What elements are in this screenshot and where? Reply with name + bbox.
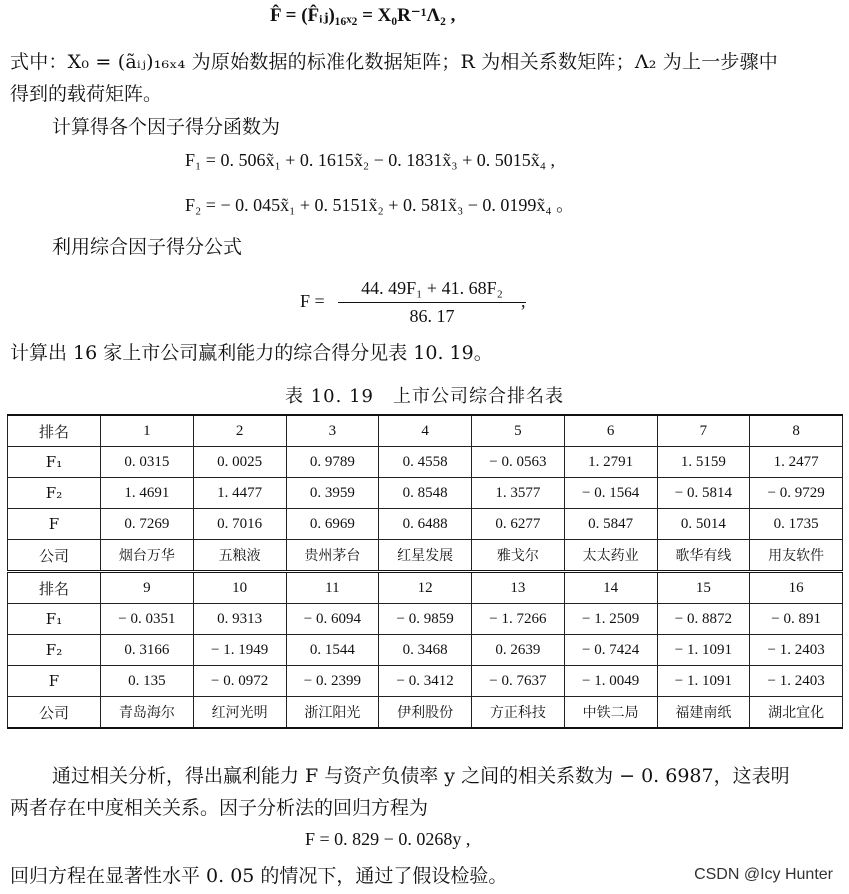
table-cell: − 0. 0972 xyxy=(193,666,286,697)
table-cell: 中铁二局 xyxy=(564,697,657,729)
table-row-company-2 xyxy=(8,697,843,729)
table-cell: − 0. 9729 xyxy=(750,478,843,509)
table-cell: 贵州茅台 xyxy=(286,540,379,572)
table-cell: − 1. 1949 xyxy=(193,635,286,666)
table-cell: 10 xyxy=(193,572,286,604)
table-cell: 用友软件 xyxy=(750,540,843,572)
table-cell: 浙江阳光 xyxy=(286,697,379,729)
table-cell: 青岛海尔 xyxy=(101,697,194,729)
table-cell: 五粮液 xyxy=(193,540,286,572)
table-cell: 湖北宜化 xyxy=(750,697,843,729)
table-cell: 0. 0025 xyxy=(193,447,286,478)
formula-f-tail: , xyxy=(521,291,526,311)
table-cell: 0. 7016 xyxy=(193,509,286,540)
table-cell: 2 xyxy=(193,415,286,447)
formula-regression: F = 0. 829 − 0. 0268y , xyxy=(305,829,471,849)
table-cell: 14 xyxy=(564,572,657,604)
table-cell: − 1. 2403 xyxy=(750,635,843,666)
table-cell: 16 xyxy=(750,572,843,604)
paragraph-calc-scores: 计算得各个因子得分函数为 xyxy=(52,116,281,138)
table-cell: 0. 3959 xyxy=(286,478,379,509)
table-cell: 6 xyxy=(564,415,657,447)
formula-f-lhs: F = xyxy=(300,291,325,311)
paragraph-use-formula: 利用综合因子得分公式 xyxy=(52,236,243,258)
table-row-company-1 xyxy=(8,540,843,572)
formula-f-denominator: 86. 17 xyxy=(409,306,455,326)
table-cell: − 1. 0049 xyxy=(564,666,657,697)
table-cell: 0. 5014 xyxy=(657,509,750,540)
table-cell: 福建南纸 xyxy=(657,697,750,729)
row-header-f1: F₁ xyxy=(8,447,101,478)
table-row-f-1 xyxy=(8,509,843,540)
table-cell: 0. 8548 xyxy=(379,478,472,509)
table-row-f2-2 xyxy=(8,635,843,666)
table-cell: − 0. 7637 xyxy=(472,666,565,697)
table-cell: 4 xyxy=(379,415,472,447)
formula-f-fraction xyxy=(338,278,526,327)
formula-f-numerator: 44. 49F₁ + 41. 68F₂ xyxy=(338,278,526,303)
paragraph-correlation-line2: 两者存在中度相关关系。因子分析法的回归方程为 xyxy=(10,797,429,819)
table-cell: 0. 4558 xyxy=(379,447,472,478)
table-cell: − 1. 2403 xyxy=(750,666,843,697)
table-cell: 红星发展 xyxy=(379,540,472,572)
row-header-rank: 排名 xyxy=(8,572,101,604)
table-cell: − 1. 2509 xyxy=(564,604,657,635)
table-cell: 1. 5159 xyxy=(657,447,750,478)
table-cell: 7 xyxy=(657,415,750,447)
table-cell: 雅戈尔 xyxy=(472,540,565,572)
table-cell: 0. 0315 xyxy=(101,447,194,478)
table-cell: 1. 3577 xyxy=(472,478,565,509)
table-cell: 1. 2791 xyxy=(564,447,657,478)
paragraph-where-line1: 式中：X₀ = (ãᵢⱼ)₁₆ₓ₄ 为原始数据的标准化数据矩阵；R 为相关系数矩阵；Λ₂ 为上一步骤中 xyxy=(10,51,779,73)
table-row-f1-2 xyxy=(8,604,843,635)
paragraph-conclusion: 回归方程在显著性水平 0. 05 的情况下，通过了假设检验。 xyxy=(10,865,508,887)
table-cell: 5 xyxy=(472,415,565,447)
table-cell: − 0. 0563 xyxy=(472,447,565,478)
table-cell: 1. 4477 xyxy=(193,478,286,509)
table-cell: 1 xyxy=(101,415,194,447)
table-cell: − 0. 6094 xyxy=(286,604,379,635)
table-cell: 3 xyxy=(286,415,379,447)
row-header-company: 公司 xyxy=(8,697,101,729)
table-cell: 8 xyxy=(750,415,843,447)
table-cell: 红河光明 xyxy=(193,697,286,729)
table-row-f-2 xyxy=(8,666,843,697)
table-row-f2-1 xyxy=(8,478,843,509)
table-cell: 12 xyxy=(379,572,472,604)
table-caption: 表 10. 19 上市公司综合排名表 xyxy=(285,386,564,407)
table-cell: − 0. 891 xyxy=(750,604,843,635)
table-cell: 烟台万华 xyxy=(101,540,194,572)
table-cell: 0. 7269 xyxy=(101,509,194,540)
table-cell: 0. 2639 xyxy=(472,635,565,666)
table-cell: 方正科技 xyxy=(472,697,565,729)
row-header-f1: F₁ xyxy=(8,604,101,635)
table-cell: − 0. 2399 xyxy=(286,666,379,697)
table-cell: 0. 9789 xyxy=(286,447,379,478)
table-cell: 0. 3468 xyxy=(379,635,472,666)
table-cell: 歌华有线 xyxy=(657,540,750,572)
table-cell: 0. 6277 xyxy=(472,509,565,540)
table-cell: − 0. 3412 xyxy=(379,666,472,697)
table-cell: 0. 9313 xyxy=(193,604,286,635)
top-equation: F̂ = (F̂ᵢⱼ)₁₆ₓ₂ = X₀R⁻¹Λ₂ , xyxy=(270,5,456,26)
table-cell: 9 xyxy=(101,572,194,604)
table-cell: 0. 135 xyxy=(101,666,194,697)
table-cell: 11 xyxy=(286,572,379,604)
paragraph-results: 计算出 16 家上市公司赢利能力的综合得分见表 10. 19。 xyxy=(10,342,493,364)
table-cell: 15 xyxy=(657,572,750,604)
row-header-company: 公司 xyxy=(8,540,101,572)
table-cell: 0. 1735 xyxy=(750,509,843,540)
formula-f2: F₂ = − 0. 045x̃₁ + 0. 5151x̃₂ + 0. 581x̃₃ − 0. 0199x̃₄ 。 xyxy=(185,195,575,215)
table-cell: 0. 1544 xyxy=(286,635,379,666)
paragraph-correlation-line1: 通过相关分析，得出赢利能力 F 与资产负债率 y 之间的相关系数为 − 0. 6987，这表明 xyxy=(52,765,790,787)
paragraph-where-line2: 得到的载荷矩阵。 xyxy=(10,83,163,105)
table-cell: − 0. 0351 xyxy=(101,604,194,635)
ranking-table xyxy=(7,414,843,729)
table-cell: 0. 6969 xyxy=(286,509,379,540)
table-row-rank-1 xyxy=(8,415,843,447)
table-cell: 1. 2477 xyxy=(750,447,843,478)
row-header-f: F xyxy=(8,509,101,540)
row-header-rank: 排名 xyxy=(8,415,101,447)
table-cell: − 1. 7266 xyxy=(472,604,565,635)
table-cell: − 0. 7424 xyxy=(564,635,657,666)
table-cell: 1. 4691 xyxy=(101,478,194,509)
row-header-f2: F₂ xyxy=(8,635,101,666)
table-cell: − 0. 9859 xyxy=(379,604,472,635)
table-cell: 13 xyxy=(472,572,565,604)
table-cell: − 0. 5814 xyxy=(657,478,750,509)
table-cell: 太太药业 xyxy=(564,540,657,572)
table-cell: 0. 3166 xyxy=(101,635,194,666)
row-header-f: F xyxy=(8,666,101,697)
table-cell: − 0. 1564 xyxy=(564,478,657,509)
table-cell: 伊利股份 xyxy=(379,697,472,729)
table-cell: − 0. 8872 xyxy=(657,604,750,635)
table-row-rank-2 xyxy=(8,572,843,604)
row-header-f2: F₂ xyxy=(8,478,101,509)
table-cell: 0. 6488 xyxy=(379,509,472,540)
table-cell: − 1. 1091 xyxy=(657,635,750,666)
table-cell: 0. 5847 xyxy=(564,509,657,540)
table-cell: − 1. 1091 xyxy=(657,666,750,697)
watermark: CSDN @Icy Hunter xyxy=(694,866,833,883)
formula-f1: F₁ = 0. 506x̃₁ + 0. 1615x̃₂ − 0. 1831x̃₃ + 0. 5015x̃₄ , xyxy=(185,150,555,170)
table-row-f1-1 xyxy=(8,447,843,478)
